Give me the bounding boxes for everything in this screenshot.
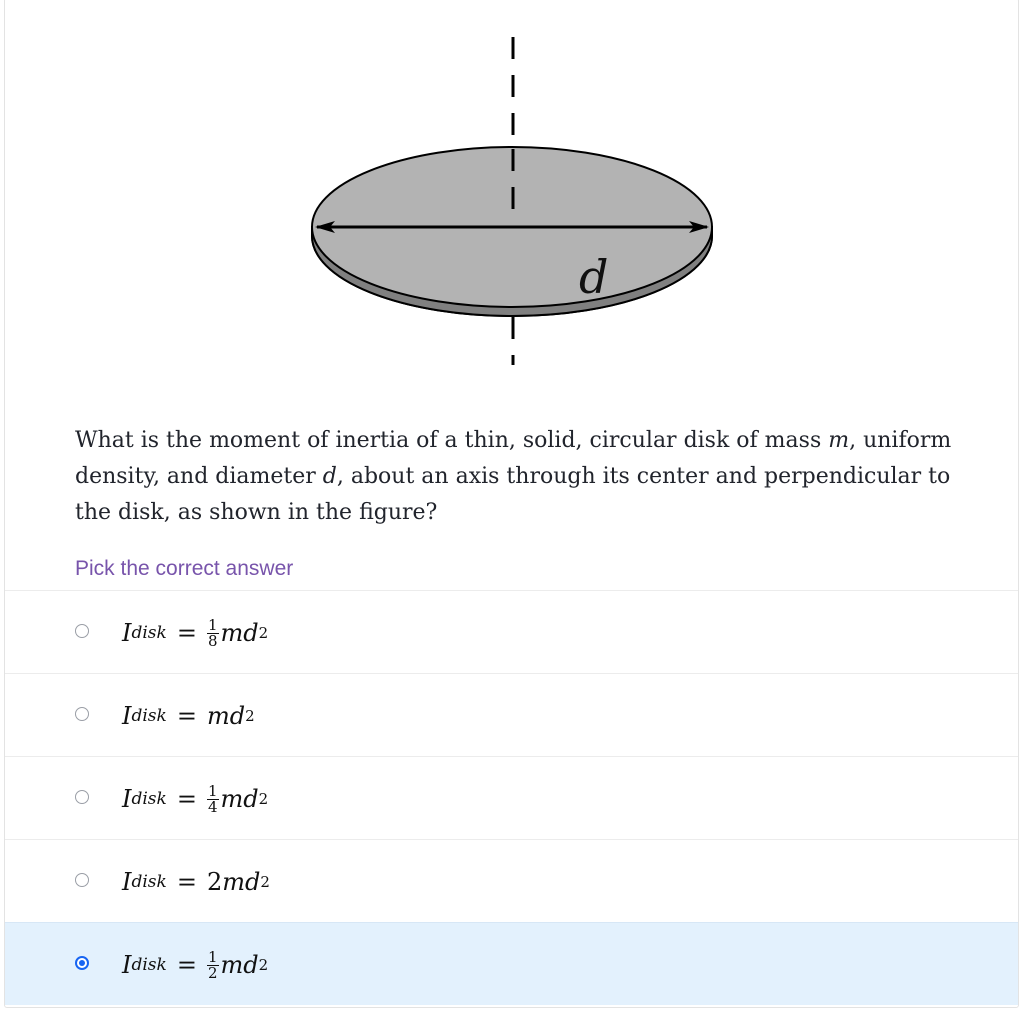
fraction: $\frac{1}{8}$ <box>207 615 218 650</box>
fraction: $\frac{1}{2}$ <box>207 947 218 982</box>
choice-1[interactable] <box>5 590 1019 673</box>
pick-answer-prompt: Pick the correct answer <box>75 557 294 580</box>
disk-figure <box>5 0 1019 399</box>
choice-formula: I disk = 2 md 2 <box>122 868 270 896</box>
fraction: $\frac{1}{4}$ <box>207 781 218 816</box>
radio-icon[interactable] <box>75 624 89 638</box>
radio-icon[interactable] <box>75 790 89 804</box>
diameter-label: d <box>579 250 609 304</box>
radio-icon[interactable] <box>75 707 89 721</box>
radio-icon[interactable] <box>75 873 89 887</box>
choice-5[interactable] <box>5 922 1019 1005</box>
choice-formula: I disk = md 2 <box>122 702 255 730</box>
choice-formula: I disk = $\frac{1}{4}$ md 2 <box>122 781 269 816</box>
question-text: What is the moment of inertia of a thin, solid, circular disk of mass m, uniform density, and diameter d, about an axis through its center and perpendicular to the disk, as shown in the figure? <box>75 428 952 525</box>
choice-3[interactable] <box>5 756 1019 839</box>
var-m: m <box>828 428 850 453</box>
radio-selected-icon[interactable] <box>75 956 89 970</box>
choice-4[interactable] <box>5 839 1019 922</box>
choice-2[interactable] <box>5 673 1019 756</box>
choice-formula: I disk = $\frac{1}{8}$ md 2 <box>122 615 269 650</box>
question-card <box>4 0 1019 1008</box>
var-d: d <box>322 464 337 489</box>
answer-choices <box>5 590 1019 1005</box>
choice-formula: I disk = $\frac{1}{2}$ md 2 <box>122 947 269 982</box>
